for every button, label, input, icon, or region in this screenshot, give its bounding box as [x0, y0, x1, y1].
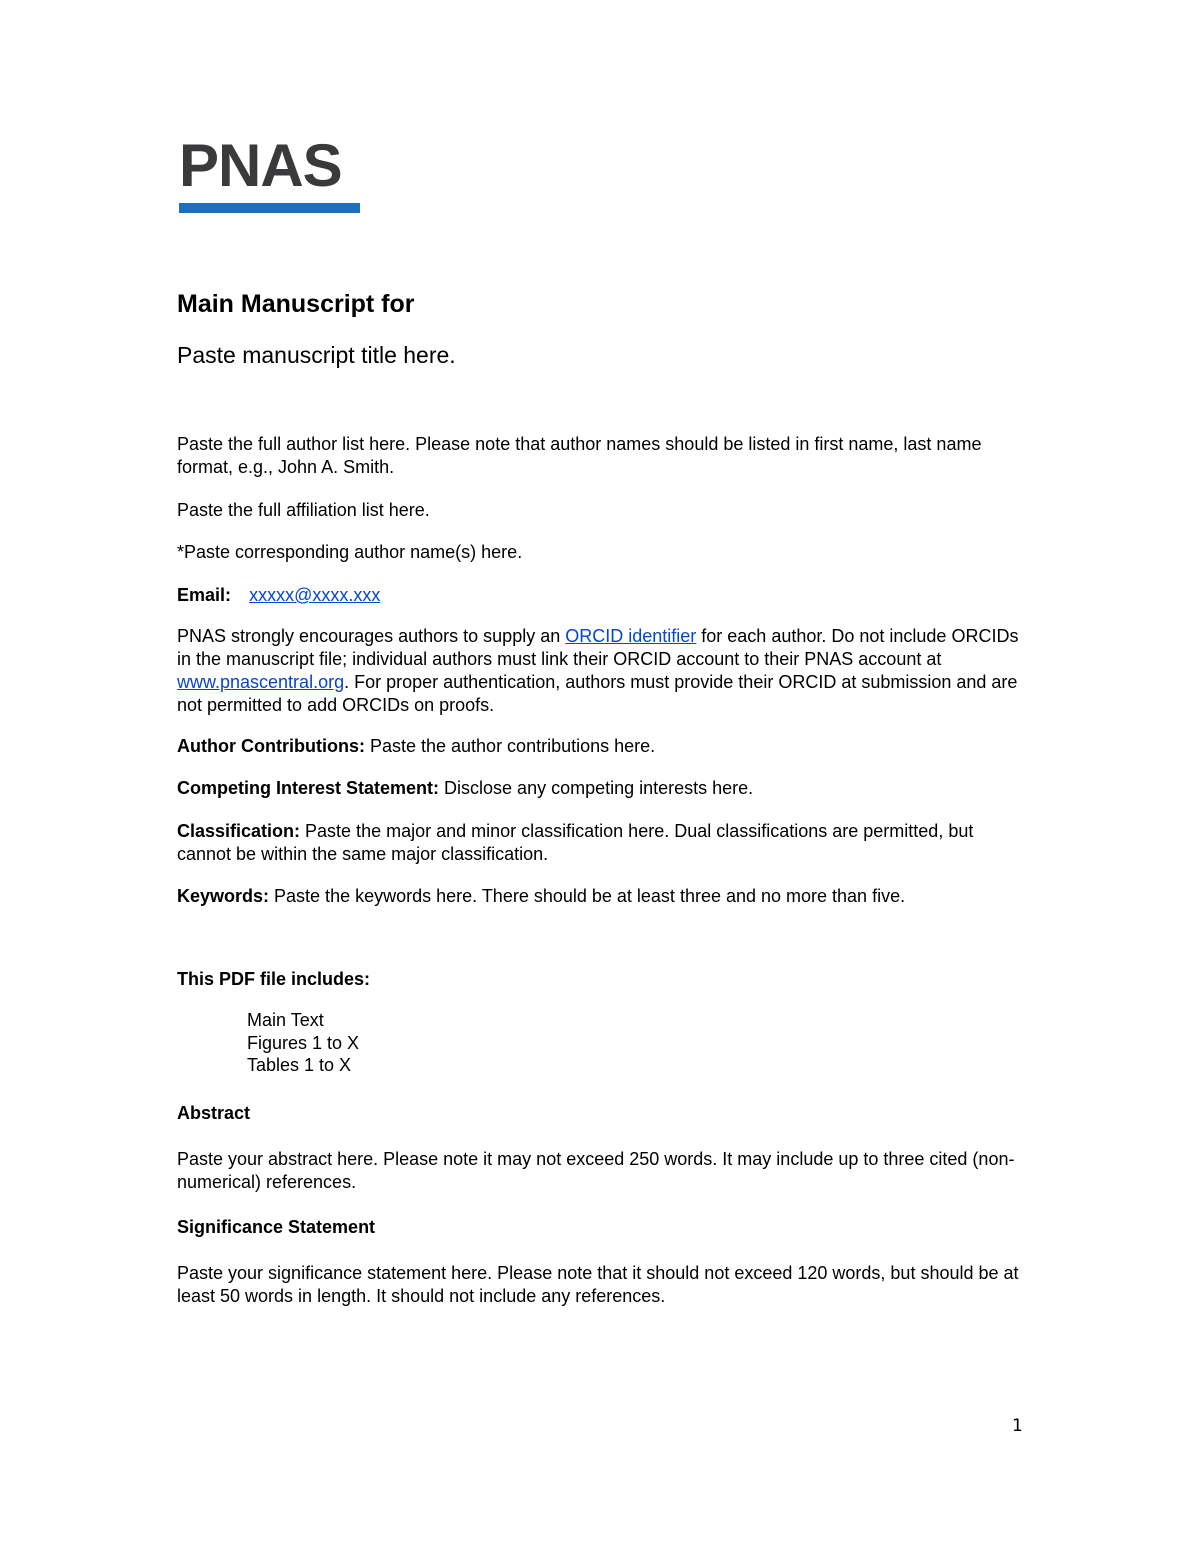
page-number: 1 [1012, 1416, 1023, 1436]
orcid-text-1: PNAS strongly encourages authors to supply an [177, 626, 566, 646]
keywords-label: Keywords: [177, 886, 270, 906]
classification-text: Paste the major and minor classification here. Dual classifications are permitted, but cannot be within the same major classification. [177, 821, 974, 864]
email-label: Email: [177, 585, 232, 605]
competing-interest [177, 777, 1027, 800]
significance-text: Paste your significance statement here. Please note that it should not exceed 120 words, but should be at least 50 words in length. It should not include any references. [177, 1263, 1019, 1306]
includes-heading: This PDF file includes: [177, 969, 371, 989]
author-contributions [177, 735, 1027, 758]
significance-heading: Significance Statement [177, 1217, 376, 1237]
email-line [177, 584, 1027, 607]
main-heading: Main Manuscript for [177, 290, 415, 318]
orcid-text-2: for each author. Do not include ORCIDs in the manuscript file; individual authors must link their ORCID account to their PNAS account at [177, 626, 1019, 669]
includes-list [247, 1009, 359, 1077]
classification [177, 820, 1027, 866]
pnas-logo [179, 132, 361, 213]
orcid-identifier-link[interactable]: ORCID identifier [565, 626, 697, 646]
author-list: Paste the full author list here. Please note that author names should be listed in first name, last name format, e.g., John A. Smith. [177, 434, 982, 477]
classification-label: Classification: [177, 821, 301, 841]
orcid-paragraph [177, 625, 1027, 717]
keywords [177, 885, 1027, 908]
logo-underline-bar [179, 203, 360, 213]
competing-text: Disclose any competing interests here. [439, 778, 754, 798]
list-item: Tables 1 to X [247, 1055, 352, 1076]
corresponding-author: *Paste corresponding author name(s) here. [177, 542, 523, 562]
affiliation-list: Paste the full affiliation list here. [177, 500, 430, 520]
abstract-heading: Abstract [177, 1103, 251, 1123]
logo-text: PNAS [179, 132, 342, 199]
email-link[interactable]: xxxxx@xxxx.xxx [249, 585, 381, 605]
contributions-label: Author Contributions: [177, 736, 365, 756]
abstract-text: Paste your abstract here. Please note it may not exceed 250 words. It may include up to three cited (non-numerical) references. [177, 1149, 1015, 1192]
keywords-text: Paste the keywords here. There should be at least three and no more than five. [269, 886, 906, 906]
list-item: Main Text [247, 1010, 324, 1030]
orcid-text-3: . For proper authentication, authors must provide their ORCID at submission and are not permitted to add ORCIDs on proofs. [177, 672, 1018, 715]
pnascentral-link[interactable]: www.pnascentral.org [177, 672, 345, 692]
competing-label: Competing Interest Statement: [177, 778, 440, 798]
contributions-text: Paste the author contributions here. [364, 736, 656, 756]
manuscript-title: Paste manuscript title here. [177, 342, 456, 368]
list-item: Figures 1 to X [247, 1032, 360, 1053]
